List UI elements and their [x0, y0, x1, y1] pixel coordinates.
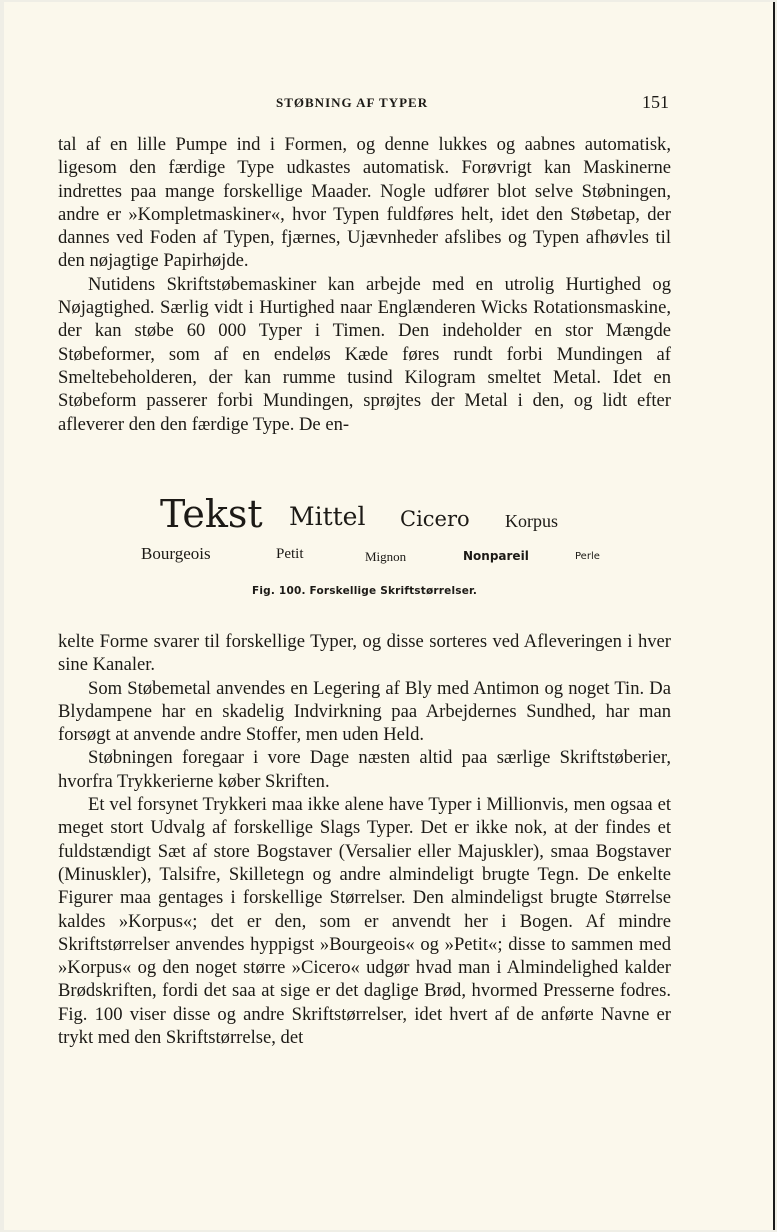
- type-sample-korpus: Korpus: [505, 511, 558, 531]
- type-sample-cicero: Cicero: [400, 507, 470, 531]
- paragraph: Nutidens Skriftstøbemaskiner kan arbejde med en utrolig Hurtighed og Nøjagtighed. Særlig vidt i Hurtighed naar Englænderen Wicks Rotationsmaskine, der kan støbe 60 000 Typer i Timen. Den indeholder en stor Mængde Støbeformer, som af en endeløs Kæde føres rundt forbi Mundingen af Smeltebeholderen, der kan rumme tusind Kilogram smeltet Metal. Idet en Støbeform passerer forbi Mundingen, sprøjtes der Metal i den, og lidt efter afleverer den den færdige Type. De en-: [58, 273, 671, 435]
- paragraph: Et vel forsynet Trykkeri maa ikke alene have Typer i Millionvis, men ogsaa et meget stort Udvalg af forskellige Slags Typer. Det er ikke nok, at der findes et fuldstændigt Sæt af store Bogstaver (Versalier eller Majuskler), smaa Bogstaver (Minuskler), Talsifre, Skilletegn og andre almindeligt brugte Tegn. De enkelte Figurer maa gentages i forskellige Størrelser. Den almindeligst brugte Størrelse kaldes »Korpus«; det er den, som er anvendt her i Bogen. Af mindre Skriftstørrelser anvendes hyppigst »Bourgeois« og »Petit«; disse to sammen med »Korpus« og den noget større »Cicero« udgør hvad man i Almindelighed kalder Brødskriften, fordi det saa at sige er det daglige Brød, hvormed Presserne fodres. Fig. 100 viser disse og andre Skriftstørrelser, idet hvert af de anførte Navne er trykt med den Skriftstørrelse, det: [58, 794, 671, 1049]
- book-page: [4, 2, 775, 1230]
- figure-type-sizes: [4, 492, 775, 602]
- figure-caption: Fig. 100. Forskellige Skriftstørrelser.: [252, 585, 478, 597]
- type-sample-mignon: Mignon: [365, 549, 407, 564]
- page-header: [4, 92, 773, 115]
- type-sample-mittel: Mittel: [289, 502, 366, 531]
- type-sample-nonpareil: Nonpareil: [463, 549, 529, 563]
- running-title: STØBNING AF TYPER: [276, 95, 429, 110]
- type-sample-petit: Petit: [276, 546, 304, 562]
- page-number: 151: [642, 92, 669, 112]
- paragraph: Som Støbemetal anvendes en Legering af Bly med Antimon og noget Tin. Da Blydampene har en skadelig Indvirkning paa Arbejdernes Sundhed, har man forsøgt at anvende andre Stoffer, men uden Held.: [58, 677, 671, 746]
- text-block-top: [58, 133, 671, 436]
- type-sample-tekst: Tekst: [160, 492, 263, 536]
- paragraph: Støbningen foregaar i vore Dage næsten altid paa særlige Skriftstøberier, hvorfra Trykkerierne køber Skriften.: [58, 747, 671, 792]
- paragraph: kelte Forme svarer til forskellige Typer, og disse sorteres ved Afleveringen i hver sine Kanaler.: [58, 631, 671, 676]
- paragraph: tal af en lille Pumpe ind i Formen, og denne lukkes og aabnes automatisk, ligesom den færdige Type udkastes automatisk. Forøvrigt kan Maskinerne indrettes paa mange forskellige Maader. Nogle udfører blot selve Støbningen, andre er »Kompletmaskiner«, hvor Typen fuldføres helt, idet den Støbetap, der dannes ved Foden af Typen, fjærnes, Ujævnheder afslibes og Typen afhøvles til den nøjagtige Papirhøjde.: [58, 134, 671, 272]
- type-sample-perle: Perle: [575, 551, 600, 562]
- type-sample-bourgeois: Bourgeois: [141, 544, 211, 563]
- text-block-bottom: [58, 630, 671, 1049]
